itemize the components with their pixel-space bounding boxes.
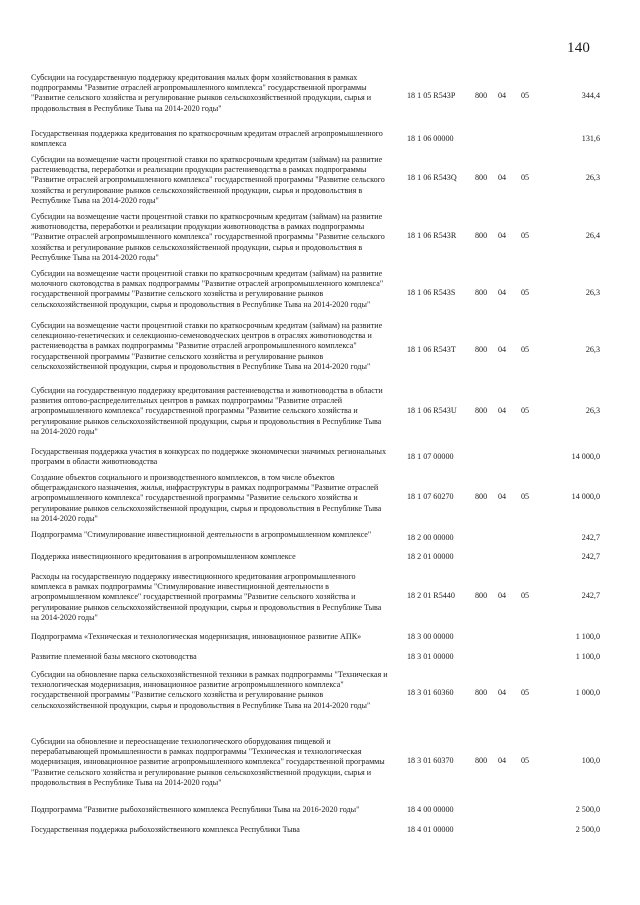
table-row: [0, 155, 640, 210]
row-description: Государственная поддержка рыбохозяйственного комплекса Республики Тыва: [31, 825, 300, 834]
page-number: 140: [567, 40, 591, 56]
row-code: 18 1 07 00000: [407, 452, 454, 461]
row-col-05: 05: [521, 288, 530, 297]
row-col-800: 800: [475, 173, 488, 182]
row-col-05: 05: [521, 173, 530, 182]
row-code: 18 4 00 00000: [407, 805, 454, 814]
row-col-800: 800: [475, 591, 488, 600]
row-description: Субсидии на возмещение части процентной ставки по краткосрочным кредитам (займам) на развитие растениеводства, переработки и реализации продукции растениеводства в рамках подпрограммы "Развитие отраслей агропромышленного комплекса" государственной программы "Развитие сельского хозяйства и регулирование рынков сельскохозяйственной продукции, сырья и продовольствия в Республике Тыва на 2014-2020 годы": [31, 155, 385, 205]
row-description: Субсидии на возмещение части процентной ставки по краткосрочным кредитам (займам) на развитие селекционно-генетических и селекционно-семеноводческих центров в отраслях животноводства и растениеводства в рамках подпрограммы "Развитие отраслей агропромышленного комплекса" государственной программы "Развитие сельского хозяйства и регулирование рынков сельскохозяйственной продукции, сырья и продовольствия в Республике Тыва на 2014-2020 годы": [31, 321, 383, 371]
row-description: Субсидии на возмещение части процентной ставки по краткосрочным кредитам (займам) на развитие молочного скотоводства в рамках подпрограммы "Развитие отраслей агропромышленного комплекса" государственной программы "Развитие сельского хозяйства и регулирование рынков сельскохозяйственной продукции, сырья и продовольствия в Республике Тыва на 2014-2020 годы": [31, 269, 384, 309]
row-amount: 1 100,0: [575, 632, 600, 641]
row-description: Расходы на государственную поддержку инвестиционного кредитования агропромышленного комплекса в рамках подпрограммы "Стимулирование инвестиционной деятельности в агропромышленном комплексе" государственной программы "Развитие сельского хозяйства и регулирование рынков сельскохозяйственной продукции, сырья и продовольствия в Республике Тыва на 2014-2020 годы": [31, 572, 382, 622]
table-row: [0, 530, 640, 552]
row-amount: 26,4: [585, 231, 600, 240]
row-amount: 100,0: [581, 756, 600, 765]
row-amount: 242,7: [581, 552, 600, 561]
row-code: 18 1 06 R543Q: [407, 173, 457, 182]
table-row: [0, 670, 640, 722]
row-amount: 2 500,0: [575, 805, 600, 814]
row-col-05: 05: [521, 91, 530, 100]
row-description: Субсидии на обновление и переоснащение технологического оборудования пищевой и перерабатывающей промышленности в рамках подпрограммы "Техническая и технологическая модернизация, инновационное развитие агропромышленного комплекса" государственной программы "Развитие сельского хозяйства и регулирование рынков сельскохозяйственной продукции, сырья и продовольствия в Республике Тыва на 2014-2020 годы": [31, 737, 385, 787]
table-row: [0, 805, 640, 817]
row-description: Субсидии на возмещение части процентной ставки по краткосрочным кредитам (займам) на развитие животноводства, переработки и реализации продукции животноводства в рамках подпрограммы "Развитие отраслей агропромышленного комплекса" государственной программы "Развитие сельского хозяйства и регулирование рынков сельскохозяйственной продукции, сырья и продовольствия в Республике Тыва на 2014-2020 годы": [31, 212, 385, 262]
row-amount: 131,6: [581, 134, 600, 143]
row-col-05: 05: [521, 406, 530, 415]
row-code: 18 1 06 R543R: [407, 231, 457, 240]
row-description: Подпрограмма «Техническая и технологическая модернизация, инновационное развитие АПК»: [31, 632, 362, 641]
row-code: 18 1 06 R543T: [407, 345, 456, 354]
row-col-05: 05: [521, 756, 530, 765]
row-description: Субсидии на обновление парка сельскохозяйственной техники в рамках подпрограммы "Техническая и технологическая модернизация, инновационное развитие агропромышленного комплекса" государственной программы "Развитие сельского хозяйства и регулирование рынков сельскохозяйственной продукции, сырья и продовольствия в Республике Тыва на 2014-2020 годы": [31, 670, 388, 710]
row-col-800: 800: [475, 231, 488, 240]
row-col-05: 05: [521, 231, 530, 240]
row-col-05: 05: [521, 591, 530, 600]
row-col-04: 04: [498, 756, 507, 765]
table-row: [0, 129, 640, 151]
row-description: Подпрограмма "Стимулирование инвестиционной деятельности в агропромышленном комплексе": [31, 530, 372, 539]
table-row: [0, 447, 640, 469]
row-code: 18 2 01 R5440: [407, 591, 455, 600]
row-col-04: 04: [498, 406, 507, 415]
row-amount: 26,3: [585, 345, 600, 354]
row-col-04: 04: [498, 591, 507, 600]
row-col-04: 04: [498, 231, 507, 240]
row-code: 18 3 01 60360: [407, 688, 454, 697]
table-row: [0, 321, 640, 382]
row-code: 18 3 00 00000: [407, 632, 454, 641]
row-col-800: 800: [475, 492, 488, 501]
row-code: 18 2 01 00000: [407, 552, 454, 561]
row-amount: 242,7: [581, 533, 600, 542]
row-amount: 26,3: [585, 173, 600, 182]
table-row: [0, 473, 640, 525]
row-col-04: 04: [498, 688, 507, 697]
row-col-800: 800: [475, 406, 488, 415]
row-code: 18 2 00 00000: [407, 533, 454, 542]
row-code: 18 1 07 60270: [407, 492, 454, 501]
row-col-04: 04: [498, 288, 507, 297]
row-code: 18 4 01 00000: [407, 825, 454, 834]
row-amount: 2 500,0: [575, 825, 600, 834]
table-row: [0, 632, 640, 644]
row-description: Государственная поддержка кредитования по краткосрочным кредитам отраслей агропромышленного комплекса: [31, 129, 383, 149]
row-description: Субсидии на государственную поддержку кредитования растениеводства и животноводства в области развития оптово-распределительных центров в рамках подпрограммы "Развитие отраслей агропромышленного комплекса" государственной программы "Развитие сельского хозяйства и регулирование рынков сельскохозяйственной продукции, сырья и продовольствия в Республике Тыва на 2014-2020 годы": [31, 386, 383, 436]
row-amount: 26,3: [585, 288, 600, 297]
table-row: [0, 386, 640, 438]
row-col-04: 04: [498, 492, 507, 501]
row-col-800: 800: [475, 288, 488, 297]
row-col-04: 04: [498, 345, 507, 354]
row-description: Подпрограмма "Развитие рыбохозяйственного комплекса Республики Тыва на 2016-2020 годы": [31, 805, 360, 814]
row-code: 18 3 01 60370: [407, 756, 454, 765]
row-col-05: 05: [521, 345, 530, 354]
table-row: [0, 73, 640, 123]
row-col-04: 04: [498, 91, 507, 100]
table-row: [0, 552, 640, 564]
row-col-05: 05: [521, 492, 530, 501]
row-amount: 14 000,0: [571, 452, 600, 461]
row-code: 18 1 06 R543U: [407, 406, 457, 415]
row-amount: 1 000,0: [575, 688, 600, 697]
row-description: Развитие племенной базы мясного скотоводства: [31, 652, 197, 661]
row-amount: 242,7: [581, 591, 600, 600]
table-row: [0, 737, 640, 798]
row-code: 18 1 06 R543S: [407, 288, 456, 297]
row-amount: 14 000,0: [571, 492, 600, 501]
row-description: Субсидии на государственную поддержку кредитования малых форм хозяйствования в рамках подпрограммы "Развитие отраслей агропромышленного комплекса" государственной программы "Развитие сельского хозяйства и регулирование рынков сельскохозяйственной продукции, сырья и продовольствия в Республике Тыва на 2014-2020 годы": [31, 73, 372, 113]
row-col-800: 800: [475, 345, 488, 354]
table-row: [0, 652, 640, 664]
row-amount: 26,3: [585, 406, 600, 415]
row-col-05: 05: [521, 688, 530, 697]
row-amount: 344,4: [581, 91, 600, 100]
row-col-800: 800: [475, 91, 488, 100]
row-description: Создание объектов социального и производственного комплексов, в том числе объектов общегражданского назначения, жилья, инфраструктуры в рамках подпрограммы "Развитие отраслей агропромышленного комплекса" государственной программы "Развитие сельского хозяйства и регулирование рынков сельскохозяйственной продукции, сырья и продовольствия в Республике Тыва на 2014-2020 годы": [31, 473, 382, 523]
row-description: Поддержка инвестиционного кредитования в агропромышленном комплексе: [31, 552, 296, 561]
row-code: 18 1 06 00000: [407, 134, 454, 143]
row-col-04: 04: [498, 173, 507, 182]
row-description: Государственная поддержка участия в конкурсах по поддержке экономически значимых региональных программ в области животноводства: [31, 447, 386, 467]
table-row: [0, 212, 640, 267]
table-row: [0, 269, 640, 319]
row-code: 18 1 05 R543P: [407, 91, 456, 100]
table-row: [0, 572, 640, 624]
row-code: 18 3 01 00000: [407, 652, 454, 661]
row-amount: 1 100,0: [575, 652, 600, 661]
row-col-800: 800: [475, 756, 488, 765]
table-row: [0, 825, 640, 837]
row-col-800: 800: [475, 688, 488, 697]
